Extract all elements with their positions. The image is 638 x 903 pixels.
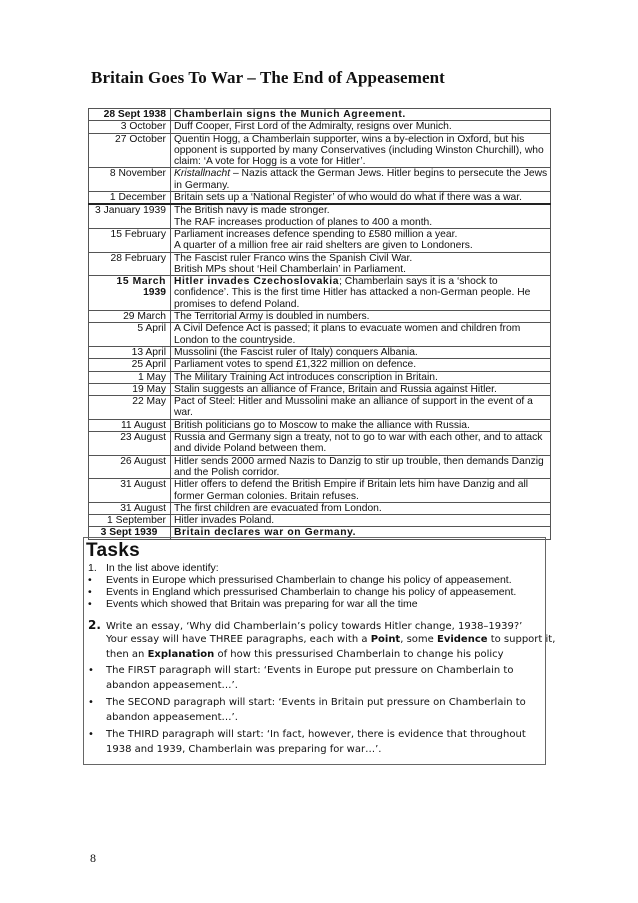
row-event: Stalin suggests an alliance of France, Britain and Russia against Hitler. (171, 383, 551, 395)
row-date: 19 May (89, 383, 171, 395)
row-event: Parliament votes to spend £1,322 million on defence. (171, 359, 551, 371)
row-event: Hitler offers to defend the British Empire if Britain lets him have Danzig and all former German colonies. Britain refuses. (171, 479, 551, 503)
row-date: 15 February (89, 228, 171, 252)
list-item: • The THIRD paragraph will start: ‘In fact, however, there is evidence that throughout (88, 729, 526, 740)
bullet-icon: • (88, 665, 94, 676)
table-row (89, 479, 551, 503)
row-date: 3 January 1939 (89, 204, 171, 228)
table-row (89, 346, 551, 358)
table-row (89, 383, 551, 395)
row-event: Hitler invades Czechoslovakia; Chamberlain says it is a ‘shock to confidence’. This is the first time Hitler has attacked a non-German people. He promises to defend Poland. (171, 276, 551, 311)
row-date: 11 August (89, 419, 171, 431)
table-row (89, 276, 551, 311)
table-row (89, 432, 551, 456)
table-row (89, 371, 551, 383)
row-event: Pact of Steel: Hitler and Mussolini make an alliance of support in the event of a war. (171, 396, 551, 420)
row-date: 5 April (89, 323, 171, 347)
question-2-line: Your essay will have THREE paragraphs, each with a Point, some Evidence to support it, (106, 634, 556, 645)
table-row (89, 502, 551, 514)
bullet-icon: • (88, 729, 94, 740)
row-event: A Civil Defence Act is passed; it plans to evacuate women and children from London to the countryside. (171, 323, 551, 347)
row-event: The British navy is made stronger. The RAF increases production of planes to 400 a month. (171, 204, 551, 228)
row-date: 25 April (89, 359, 171, 371)
row-date: 3 Sept 1939 (89, 527, 171, 539)
question-1: 1. In the list above identify: (88, 562, 219, 574)
list-item: • Events in Europe which pressurised Chamberlain to change his policy of appeasement. (88, 574, 512, 586)
question-2-line: then an Explanation of how this pressurised Chamberlain to change his policy (106, 649, 504, 660)
row-event: The Military Training Act introduces conscription in Britain. (171, 371, 551, 383)
row-event: Russia and Germany sign a treaty, not to go to war with each other, and to attack and divide Poland between them. (171, 432, 551, 456)
table-row (89, 133, 551, 168)
bullet-icon: • (88, 598, 92, 610)
row-event: The Fascist ruler Franco wins the Spanish Civil War. British MPs shout ‘Heil Chamberlain’ in Parliament. (171, 252, 551, 276)
row-date: 31 August (89, 502, 171, 514)
table-row (89, 192, 551, 205)
table-row (89, 515, 551, 527)
page-title: Britain Goes To War – The End of Appeasement (91, 68, 445, 87)
list-item-cont: 1938 and 1939, Chamberlain was preparing for war…’. (106, 744, 382, 755)
row-date: 29 March (89, 311, 171, 323)
row-date: 31 August (89, 479, 171, 503)
table-row (89, 204, 551, 228)
row-event: Britain declares war on Germany. (171, 527, 551, 539)
row-event: Britain sets up a ‘National Register’ of who would do what if there was a war. (171, 192, 551, 205)
row-date: 8 November (89, 168, 171, 192)
row-date: 13 April (89, 346, 171, 358)
row-event: Hitler invades Poland. (171, 515, 551, 527)
list-item: • Events in England which pressurised Chamberlain to change his policy of appeasement. (88, 586, 517, 598)
table-row (89, 168, 551, 192)
question-2: 2. Write an essay, ‘Why did Chamberlain’s policy towards Hitler change, 1938–1939?’ (88, 618, 523, 632)
table-row (89, 419, 551, 431)
row-event: Mussolini (the Fascist ruler of Italy) conquers Albania. (171, 346, 551, 358)
row-event: Chamberlain signs the Munich Agreement. (171, 109, 551, 121)
row-date: 15 March 1939 (89, 276, 171, 311)
row-event: Parliament increases defence spending to £580 million a year. A quarter of a million free air raid shelters are given to Londoners. (171, 228, 551, 252)
row-event: Duff Cooper, First Lord of the Admiralty, resigns over Munich. (171, 121, 551, 133)
row-event: The Territorial Army is doubled in numbers. (171, 311, 551, 323)
table-row (89, 121, 551, 133)
list-item: • The SECOND paragraph will start: ‘Events in Britain put pressure on Chamberlain to (88, 697, 526, 708)
row-date: 28 February (89, 252, 171, 276)
table-row (89, 228, 551, 252)
table-row (89, 396, 551, 420)
row-date: 23 August (89, 432, 171, 456)
table-row (89, 323, 551, 347)
row-date: 28 Sept 1938 (89, 109, 171, 121)
row-date: 26 August (89, 455, 171, 479)
bullet-icon: • (88, 697, 94, 708)
bullet-icon: • (88, 574, 92, 586)
list-item-cont: abandon appeasement…’. (106, 680, 238, 691)
tasks-box (83, 537, 556, 765)
row-date: 1 September (89, 515, 171, 527)
table-row (89, 252, 551, 276)
list-item: • The FIRST paragraph will start: ‘Events in Europe put pressure on Chamberlain to (88, 665, 514, 676)
table-row (89, 455, 551, 479)
bullet-icon: • (88, 586, 92, 598)
row-event: Hitler sends 2000 armed Nazis to Danzig to stir up trouble, then demands Danzig and the Polish corridor. (171, 455, 551, 479)
table-row (89, 359, 551, 371)
row-date: 1 May (89, 371, 171, 383)
row-event: British politicians go to Moscow to make the alliance with Russia. (171, 419, 551, 431)
kristallnacht-term: Kristallnacht (174, 168, 231, 180)
row-date: 27 October (89, 133, 171, 168)
list-item-cont: abandon appeasement…’. (106, 712, 238, 723)
list-item: • Events which showed that Britain was preparing for war all the time (88, 598, 418, 610)
timeline-table (88, 108, 551, 540)
row-event: Kristallnacht – Nazis attack the German Jews. Hitler begins to persecute the Jews in Germany. (171, 168, 551, 192)
row-date: 1 December (89, 192, 171, 205)
row-date: 22 May (89, 396, 171, 420)
page-number: 8 (90, 851, 96, 865)
tasks-heading: Tasks (86, 540, 140, 561)
row-date: 3 October (89, 121, 171, 133)
table-row (89, 311, 551, 323)
row-event: Quentin Hogg, a Chamberlain supporter, wins a by-election in Oxford, but his opponent is supported by many Conservatives (including Winston Churchill), who claim: ‘A vote for Hogg is a vote for Hitler’. (171, 133, 551, 168)
table-row (89, 109, 551, 121)
row-event: The first children are evacuated from London. (171, 502, 551, 514)
